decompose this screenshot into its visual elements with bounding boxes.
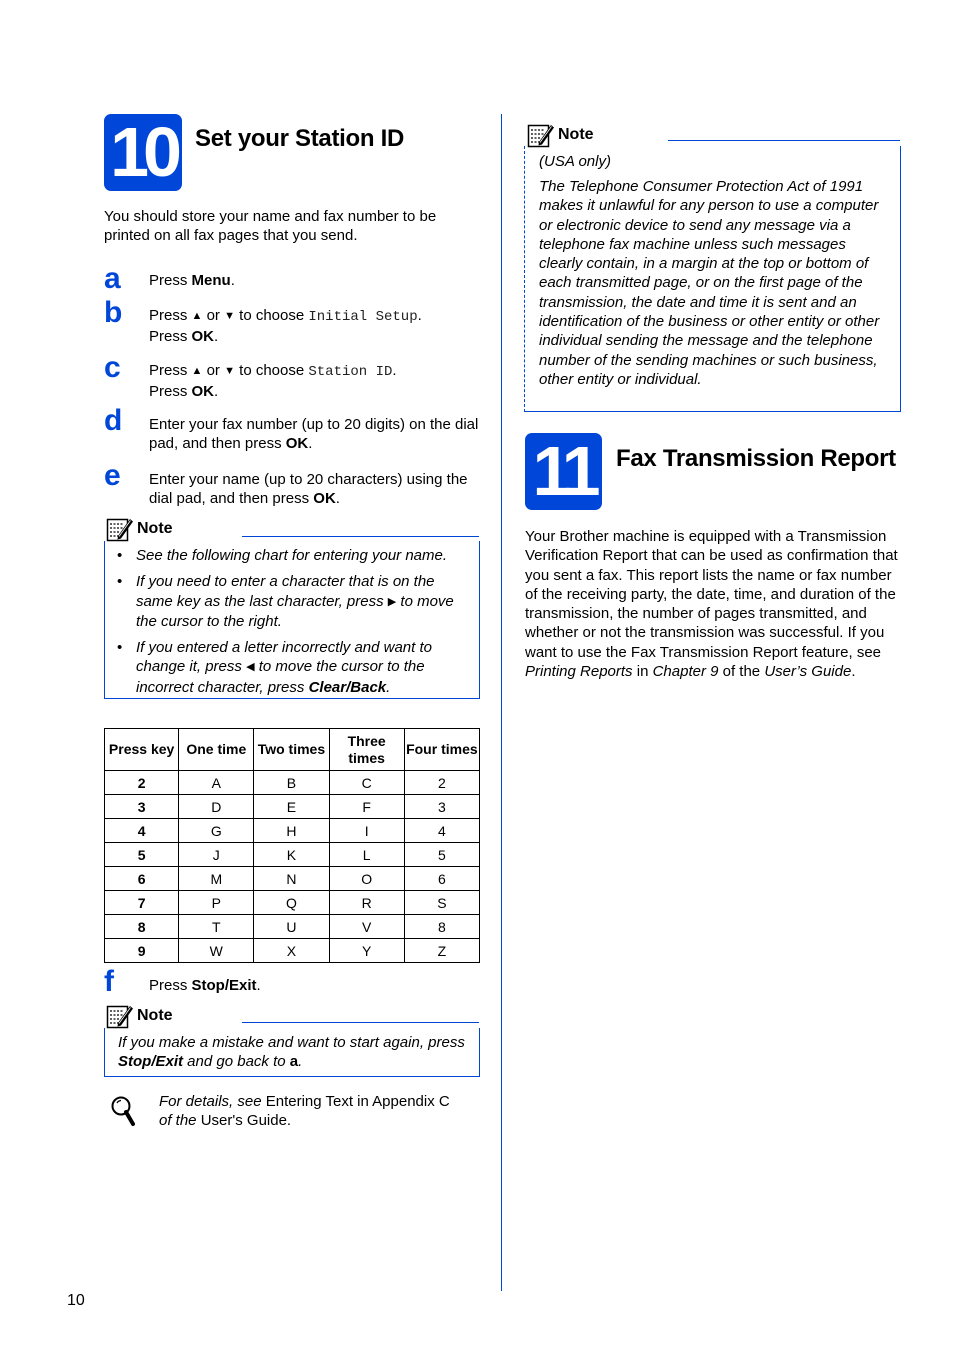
char-cell: D <box>179 795 254 819</box>
char-cell: M <box>179 867 254 891</box>
step-letter-b: b <box>104 296 123 329</box>
note-text: The Telephone Consumer Protection Act of 1991 makes it unlawful for any person to use a computer or electronic device to send any message via a telephone fax machine unless such messages clearly contain, in a margin at the top or bottom of each transmitted page, or on the first page of the transmission, the date and time it is sent and an identification of the business or other entity or other individual sending the message and the telephone number of the sending machines or such business, other entity or individual. <box>539 178 880 388</box>
down-arrow-icon: ▼ <box>224 365 235 377</box>
char-cell: F <box>329 795 404 819</box>
section-title: Set your Station ID <box>195 125 404 152</box>
char-cell: Z <box>404 939 479 963</box>
table-row <box>105 939 480 963</box>
char-cell: E <box>254 795 329 819</box>
step-letter-a: a <box>104 262 121 295</box>
section-title: Fax Transmission Report <box>616 445 896 472</box>
key-cell: 4 <box>105 819 179 843</box>
note-heading <box>106 1003 173 1029</box>
step-letter-d: d <box>104 404 123 437</box>
up-arrow-icon: ▲ <box>191 310 203 322</box>
note-label: Note <box>558 126 594 143</box>
note-list <box>104 546 472 704</box>
page-number: 10 <box>67 1292 85 1309</box>
step-b-text: Press ▲ or ▼ to choose Initial Setup. Press OK. <box>149 307 422 346</box>
step-letter-c: c <box>104 351 121 384</box>
note-top-rule <box>242 1022 479 1023</box>
list-item: • See the following chart for entering your name. <box>104 546 472 565</box>
table-header-row <box>105 729 480 771</box>
step-a-text: Press Menu. <box>149 272 235 289</box>
note-pencil-icon <box>106 1003 134 1029</box>
table-row <box>105 771 480 795</box>
up-arrow-icon: ▲ <box>191 365 203 377</box>
char-cell: A <box>179 771 254 795</box>
char-cell: J <box>179 843 254 867</box>
step-c-text: Press ▲ or ▼ to choose Station ID. Press OK. <box>149 362 397 401</box>
note-top-rule <box>668 140 900 141</box>
down-arrow-icon: ▼ <box>224 310 235 322</box>
char-cell: V <box>329 915 404 939</box>
key-cell: 6 <box>105 867 179 891</box>
char-cell: B <box>254 771 329 795</box>
step-number-badge <box>525 433 602 510</box>
table-row <box>105 795 480 819</box>
column-header: Three times <box>329 729 404 771</box>
note-top-rule <box>242 536 479 537</box>
char-cell: X <box>254 939 329 963</box>
char-cell: G <box>179 819 254 843</box>
char-cell: H <box>254 819 329 843</box>
key-cell: 8 <box>105 915 179 939</box>
char-cell: Q <box>254 891 329 915</box>
char-cell: 4 <box>404 819 479 843</box>
char-cell: K <box>254 843 329 867</box>
char-cell: L <box>329 843 404 867</box>
step-letter-e: e <box>104 459 121 492</box>
char-cell: 6 <box>404 867 479 891</box>
left-arrow-icon: ◀ <box>246 661 255 674</box>
note-pencil-icon <box>527 122 555 148</box>
character-table <box>104 728 480 963</box>
char-cell: R <box>329 891 404 915</box>
step-number: 11 <box>532 432 595 510</box>
char-cell: U <box>254 915 329 939</box>
column-header: Two times <box>254 729 329 771</box>
char-cell: C <box>329 771 404 795</box>
char-cell: S <box>404 891 479 915</box>
key-cell: 3 <box>105 795 179 819</box>
column-divider <box>501 114 502 1291</box>
char-cell: 5 <box>404 843 479 867</box>
char-cell: T <box>179 915 254 939</box>
char-cell: N <box>254 867 329 891</box>
key-cell: 7 <box>105 891 179 915</box>
column-header: Four times <box>404 729 479 771</box>
section-body: Your Brother machine is equipped with a Transmission Verification Report that can be used as confirmation that you sent a fax. This report lists the name or fax number of the receiving party, the date, time, and duration of the transmission, the number of pages transmitted, and whether or not the transmission was successful. If you want to use the Fax Transmission Report feature, see Printing Reports in Chapter 9 of the User’s Guide. <box>525 528 898 681</box>
char-cell: W <box>179 939 254 963</box>
table-row <box>105 819 480 843</box>
intro-text: You should store your name and fax number to be printed on all fax pages that you send. <box>104 208 437 245</box>
column-header: One time <box>179 729 254 771</box>
char-cell: Y <box>329 939 404 963</box>
char-cell: I <box>329 819 404 843</box>
char-cell: 8 <box>404 915 479 939</box>
right-arrow-icon: ▶ <box>387 595 397 608</box>
table-row <box>105 891 480 915</box>
key-cell: 2 <box>105 771 179 795</box>
list-item: • If you need to enter a character that is on the same key as the last character, press ▶ to move the cursor to the right. <box>104 572 472 631</box>
char-cell: O <box>329 867 404 891</box>
table-row <box>105 867 480 891</box>
note-qualifier: (USA only) <box>539 153 611 170</box>
step-d-text: Enter your fax number (up to 20 digits) on the dial pad, and then press OK. <box>149 416 479 453</box>
note-heading <box>527 122 594 148</box>
char-cell: P <box>179 891 254 915</box>
list-item: • If you entered a letter incorrectly and want to change it, press ◀ to move the cursor to the incorrect character, press Clear/Back. <box>104 638 472 697</box>
note-text: If you make a mistake and want to start again, press Stop/Exit and go back to a. <box>118 1034 465 1071</box>
note-label: Note <box>137 1007 173 1024</box>
step-letter-f: f <box>104 965 114 998</box>
reference-text: For details, see Entering Text in Appendix C of the User's Guide. <box>159 1093 450 1130</box>
table-row <box>105 915 480 939</box>
note-heading <box>106 516 173 542</box>
step-f-text: Press Stop/Exit. <box>149 977 261 994</box>
step-e-text: Enter your name (up to 20 characters) using the dial pad, and then press OK. <box>149 471 468 508</box>
magnifier-icon <box>110 1095 136 1127</box>
table-row <box>105 843 480 867</box>
note-label: Note <box>137 520 173 537</box>
char-cell: 2 <box>404 771 479 795</box>
step-number: 10 <box>110 113 176 191</box>
column-header: Press key <box>105 729 179 771</box>
step-number-badge <box>104 114 182 191</box>
key-cell: 9 <box>105 939 179 963</box>
key-cell: 5 <box>105 843 179 867</box>
char-cell: 3 <box>404 795 479 819</box>
note-pencil-icon <box>106 516 134 542</box>
